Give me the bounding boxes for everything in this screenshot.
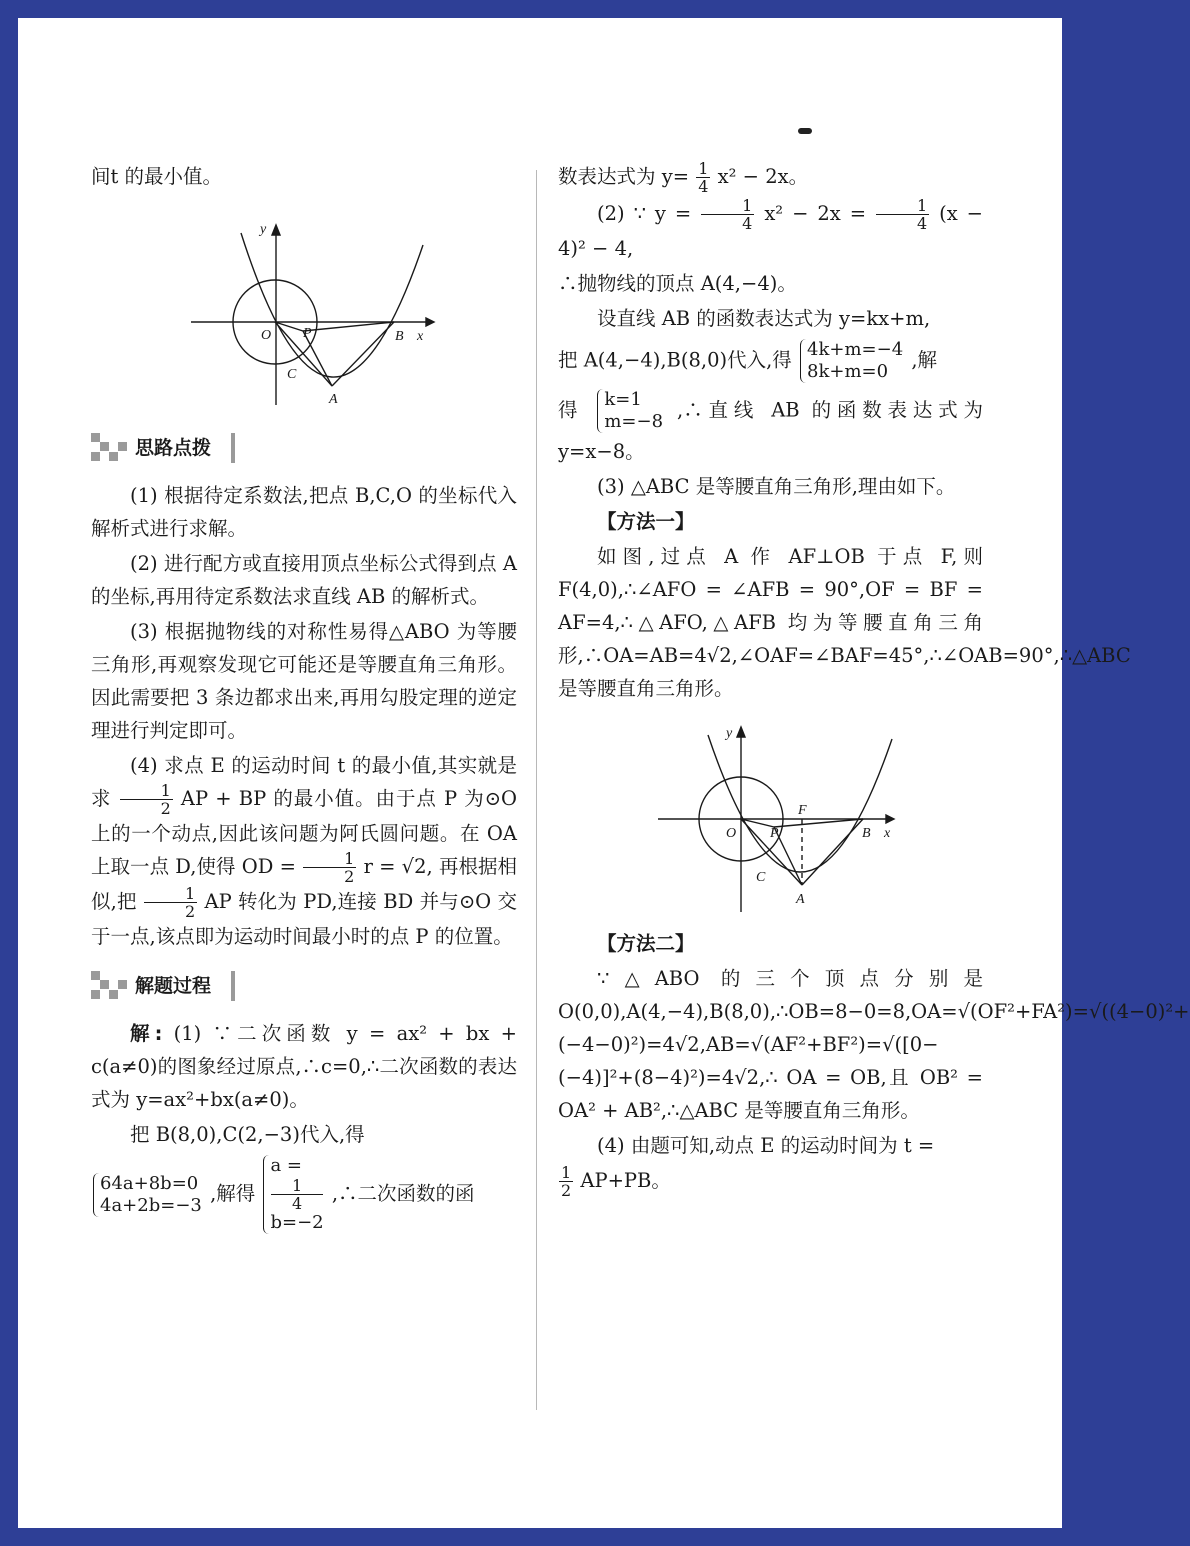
left-para-4a: (4) 求点 E 的运动时间 t 的最小值,其实就是求 bbox=[91, 754, 517, 810]
fig1-label-a: A bbox=[329, 392, 338, 407]
left-column bbox=[91, 160, 517, 1238]
fraction-quarter-4: $\frac{1}{4}$ bbox=[876, 197, 929, 232]
fig1-label-o: O bbox=[261, 328, 272, 343]
fig1-y-arrow bbox=[272, 225, 280, 235]
right-para-4b: ,解 bbox=[911, 348, 938, 372]
heading-solution-title: 解题过程 bbox=[135, 975, 212, 997]
right-para-0 bbox=[558, 160, 983, 195]
right-para-10a: AP+PB。 bbox=[580, 1169, 671, 1192]
left-para-0: 间t 的最小值。 bbox=[91, 165, 223, 188]
left-para-1: (1) 根据待定系数法,把点 B,C,O 的坐标代入解析式进行求解。 bbox=[91, 484, 517, 540]
left-para-4b: AP + BP 的最小值。由于点 P 为⊙O 上的一个动点,因此该问题为阿氏圆问题。在 OA 上取一点 D,使得 OD = bbox=[91, 787, 517, 878]
fraction-quarter-2: $\frac{1}{4}$ bbox=[698, 159, 709, 196]
fig2-seg-ab bbox=[802, 819, 863, 885]
fraction-quarter-3: $\frac{1}{4}$ bbox=[701, 197, 754, 232]
fig1-parabola bbox=[241, 233, 423, 377]
fig2-label-c: C bbox=[756, 870, 766, 885]
eq1-line-2: 4a+2b=−3 bbox=[100, 1194, 202, 1216]
eq4-line-1: k=1 bbox=[604, 389, 642, 410]
fig2-label-p: P bbox=[770, 826, 779, 841]
fig2-label-a: A bbox=[796, 892, 805, 907]
left-para-6: 把 B(8,0),C(2,−3)代入,得 bbox=[130, 1123, 365, 1146]
left-para-7b: ,∴二次函数的函 bbox=[331, 1182, 475, 1205]
fraction-half-4: $\frac{1}{2}$ bbox=[561, 1163, 572, 1200]
right-para-6: (3) △ABC 是等腰直角三角形,理由如下。 bbox=[597, 475, 956, 498]
fig2-label-o: O bbox=[726, 826, 737, 841]
fig2-seg-pb bbox=[774, 819, 863, 827]
page bbox=[18, 18, 1190, 1528]
eq3-line-1: 4k+m=−4 bbox=[807, 339, 904, 360]
fraction-half-1: $\frac{1}{2}$ bbox=[120, 782, 173, 817]
fig1-label-y: y bbox=[260, 222, 267, 237]
ink-mark bbox=[798, 128, 812, 134]
fig1-label-p: P bbox=[303, 326, 312, 341]
right-para-1a: (2) ∵ y = bbox=[597, 202, 692, 225]
eq2-line-2: b=−2 bbox=[270, 1212, 324, 1233]
fig2-label-b: B bbox=[862, 826, 871, 841]
heading-hints bbox=[91, 431, 517, 465]
right-para-5 bbox=[558, 387, 983, 468]
fig2-label-x: x bbox=[884, 826, 891, 841]
fig1-label-b: B bbox=[395, 329, 404, 344]
fig1-seg-ab bbox=[332, 322, 394, 386]
left-para-7 bbox=[91, 1153, 517, 1236]
left-para-4 bbox=[91, 749, 517, 953]
figure-1 bbox=[91, 195, 517, 405]
right-para-8: ∵△ABO 的三个顶点分别是 O(0,0),A(4,−4),B(8,0),∴OB=8−0=8,OA=√(OF²+FA²)=√((4−0)²+(−4−0)²)=4√2,AB=√(AF²+BF²)=√([0−(−4)]²+(8−4)²)=4√2,∴ OA = OB,且 OB² = OA² + AB²,∴△ABC 是等腰直角三角形。 bbox=[558, 967, 1190, 1122]
left-para-5 bbox=[91, 1017, 517, 1116]
fig1-label-c: C bbox=[287, 367, 297, 382]
fig1-label-x: x bbox=[417, 329, 424, 344]
right-para-5a: 得 bbox=[558, 398, 584, 422]
heading-hints-squares bbox=[91, 433, 129, 463]
method-one-label: 【方法一】 bbox=[597, 510, 695, 533]
equation-system-1 bbox=[93, 1173, 202, 1217]
left-para-5b: (1) ∵二次函数 y = ax² + bx + c(a≠0)的图象经过原点,∴c=0,∴二次函数的表达式为 y=ax²+bx(a≠0)。 bbox=[91, 1022, 517, 1111]
fig1-x-arrow bbox=[426, 318, 434, 326]
left-para-3: (3) 根据抛物线的对称性易得△ABO 为等腰三角形,再观察发现它可能还是等腰直角三角形。因此需要把 3 条边都求出来,再用勾股定理的逆定理进行判定即可。 bbox=[91, 620, 517, 742]
right-column bbox=[558, 159, 1190, 1201]
right-para-0b: x² − 2x。 bbox=[717, 165, 809, 188]
eq1-line-1: 64a+8b=0 bbox=[100, 1172, 199, 1194]
left-para-2: (2) 进行配方或直接用顶点坐标公式得到点 A 的坐标,再用待定系数法求直线 AB 的解析式。 bbox=[91, 552, 517, 608]
right-para-4 bbox=[558, 337, 983, 385]
eq3-line-2: 8k+m=0 bbox=[807, 361, 889, 382]
right-para-1b: x² − 2x = bbox=[764, 202, 867, 225]
fig2-y-arrow bbox=[737, 727, 745, 737]
heading-solution-bar bbox=[231, 971, 235, 1001]
right-para-9: (4) 由题可知,动点 E 的运动时间为 t = bbox=[597, 1134, 935, 1157]
left-para-7a: ,解得 bbox=[210, 1182, 256, 1205]
right-para-1c: (x − 4)² − 4, bbox=[558, 202, 984, 260]
left-para-4c: r = √2, bbox=[363, 855, 433, 878]
equation-system-4 bbox=[597, 389, 663, 433]
eq4-line-2: m=−8 bbox=[604, 411, 664, 432]
right-para-2: ∴抛物线的顶点 A(4,−4)。 bbox=[558, 272, 797, 295]
heading-hints-bar bbox=[231, 433, 235, 463]
right-para-5b: ,∴直线 AB 的函数表达式为 y=x−8。 bbox=[558, 398, 983, 463]
fig2-x-arrow bbox=[886, 815, 894, 823]
right-para-10 bbox=[558, 1164, 983, 1199]
right-para-3: 设直线 AB 的函数表达式为 y=kx+m, bbox=[597, 307, 931, 330]
right-para-7: 如图,过点 A 作 AF⊥OB 于点 F,则 F(4,0),∴∠AFO = ∠AFB = 90°,OF = BF = AF=4,∴△AFO,△AFB 均为等腰直角三角形,∴OA=AB=4√2,∠OAF=∠BAF=45°,∴∠OAB=90°,∴△ABC 是等腰直角三角形。 bbox=[558, 545, 1131, 700]
fig2-label-y: y bbox=[726, 726, 733, 741]
left-para-4e: AP 转化为 PD,连接 BD 并与⊙O 交于一点,该点即为运动时间最小时的点 P 的位置。 bbox=[91, 890, 517, 948]
fig2-label-f: F bbox=[798, 803, 807, 818]
heading-solution-squares bbox=[91, 971, 129, 1001]
solution-marker: 解: bbox=[130, 1022, 163, 1045]
figure-2 bbox=[558, 707, 983, 917]
equation-system-2 bbox=[263, 1155, 323, 1234]
right-para-0a: 数表达式为 y= bbox=[558, 165, 690, 188]
method-two-label: 【方法二】 bbox=[597, 932, 695, 955]
equation-system-3 bbox=[800, 339, 903, 383]
heading-hints-title: 思路点拨 bbox=[135, 437, 212, 459]
fraction-quarter-1: 1 4 bbox=[271, 1177, 322, 1212]
right-para-1 bbox=[558, 197, 983, 265]
right-para-4a: 把 A(4,−4),B(8,0)代入,得 bbox=[558, 348, 792, 372]
left-para-4d: 再根据相似,把 bbox=[91, 855, 518, 913]
fraction-half-2: $\frac{1}{2}$ bbox=[303, 850, 356, 885]
column-divider bbox=[536, 170, 537, 1410]
fraction-half-3: $\frac{1}{2}$ bbox=[144, 885, 197, 920]
eq2-line-1: a = 1 4 bbox=[270, 1155, 323, 1212]
heading-solution bbox=[91, 969, 517, 1003]
